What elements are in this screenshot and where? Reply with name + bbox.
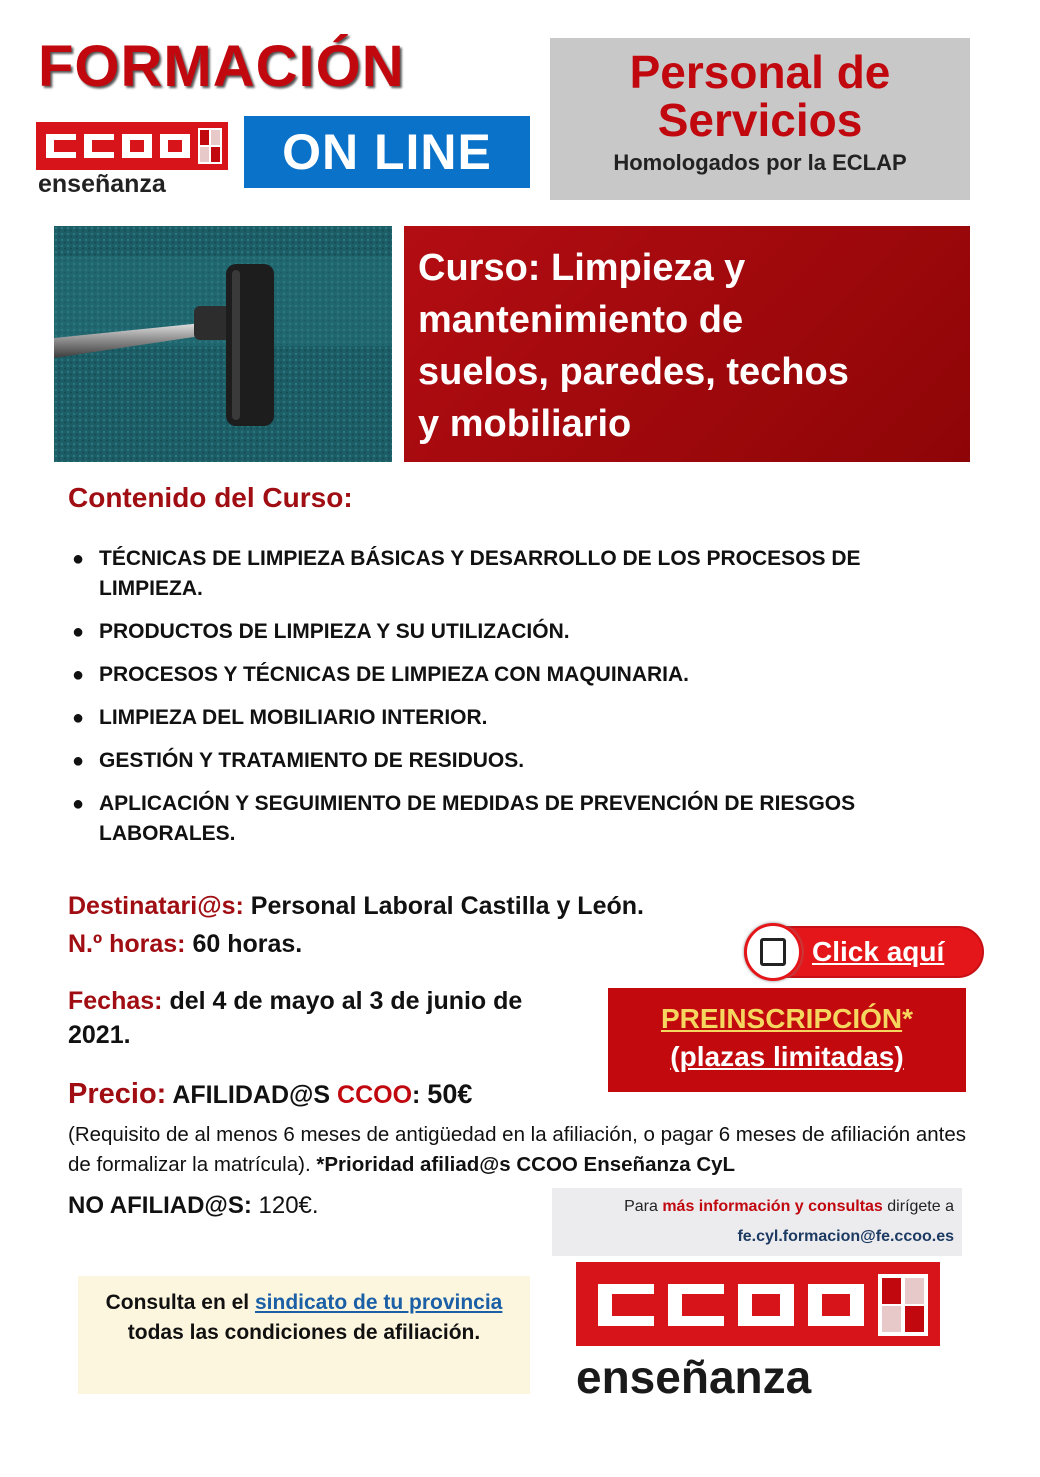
info-highlight: más información y consultas (662, 1198, 883, 1215)
no-afiliados-amount: 120€. (258, 1192, 319, 1219)
personal-title (550, 48, 970, 144)
fechas-value: del 4 de mayo al 3 de junio de 2021. (68, 987, 523, 1049)
destinatarios-value: Personal Laboral Castilla y León. (250, 892, 644, 920)
fechas-label: Fechas: (68, 987, 163, 1015)
ccoo-logo-small (36, 122, 228, 170)
no-afiliados-label: NO AFILIAD@S: (68, 1192, 252, 1219)
prioridad-text: *Prioridad afiliad@s CCOO Enseñanza CyL (316, 1153, 736, 1176)
personal-servicios-box (550, 38, 970, 200)
info-email-link[interactable]: fe.cyl.formacion@fe.ccoo.es (737, 1228, 954, 1245)
course-title-box (404, 226, 970, 462)
ccoo-logo-large (576, 1262, 940, 1346)
list-item: ● APLICACIÓN Y SEGUIMIENTO DE MEDIDAS DE PREVENCIÓN DE RIESGOS LABORALES. (72, 789, 932, 849)
fechas-line (68, 984, 578, 1052)
list-item: ● GESTIÓN Y TRATAMIENTO DE RESIDUOS. (72, 746, 932, 776)
bullet-icon: ● (72, 793, 85, 815)
list-item: ● PROCESOS Y TÉCNICAS DE LIMPIEZA CON MAQUINARIA. (72, 660, 932, 690)
bullet-icon: ● (72, 750, 85, 772)
bullet-icon: ● (72, 707, 85, 729)
sindicato-provincia-link[interactable]: sindicato de tu provincia (254, 1291, 503, 1314)
click-aqui-label: Click aquí (812, 936, 945, 967)
ensenanza-label-large: enseñanza (576, 1351, 812, 1403)
personal-title-line2: Servicios (657, 94, 863, 146)
course-image (54, 226, 392, 462)
bullet-icon: ● (72, 548, 85, 570)
list-item: ● TÉCNICAS DE LIMPIEZA BÁSICAS Y DESARROLLO DE LOS PROCESOS DE LIMPIEZA. (72, 544, 932, 604)
destinatarios-label: Destinatari@s: (68, 892, 244, 920)
cursor-click-icon (744, 923, 802, 981)
horas-value: 60 horas. (192, 930, 303, 958)
requisito-value: (Requisito de al menos 6 meses de antigüedad en la afiliación, o pagar 6 meses de afiliación antes de formalizar la matrícula). (68, 1123, 966, 1176)
ensenanza-label-small: enseñanza (38, 170, 166, 198)
preinscripcion-box (608, 988, 966, 1092)
requisito-text (68, 1120, 968, 1180)
info-prefix: Para (624, 1198, 658, 1215)
course-title-line2: mantenimiento de (418, 299, 744, 341)
course-title-line4: y mobiliario (418, 403, 632, 445)
precio-colon: : (412, 1081, 421, 1109)
ccoo-word: CCOO (337, 1081, 413, 1109)
bullet-icon: ● (72, 664, 85, 686)
precio-amount: 50€ (427, 1079, 473, 1109)
click-aqui-button[interactable] (744, 926, 984, 978)
vacuum-cleaner-icon (54, 226, 392, 462)
destinatarios-line (68, 892, 644, 921)
bullet-icon: ● (72, 621, 85, 643)
info-box (552, 1188, 962, 1256)
no-afiliados-line (68, 1192, 319, 1220)
contenido-heading: Contenido del Curso: (68, 482, 353, 513)
precio-line (68, 1078, 472, 1111)
course-title-line1: Curso: Limpieza y (418, 247, 746, 289)
horas-label: N.º horas: (68, 930, 186, 958)
personal-title-line1: Personal de (629, 46, 891, 98)
horas-line (68, 930, 302, 959)
precio-label: Precio: (68, 1078, 167, 1110)
personal-subtitle: Homologados por la ECLAP (613, 150, 907, 175)
list-item: ● LIMPIEZA DEL MOBILIARIO INTERIOR. (72, 703, 932, 733)
info-suffix: dirígete a (887, 1198, 954, 1215)
consulta-box (78, 1276, 530, 1394)
list-item: ● PRODUCTOS DE LIMPIEZA Y SU UTILIZACIÓN. (72, 617, 932, 647)
content-list (72, 544, 932, 862)
course-title-line3: suelos, paredes, techos (418, 351, 849, 393)
plazas-limitadas-link[interactable]: (plazas limitadas) (670, 1041, 904, 1072)
formacion-title: FORMACIÓN (38, 34, 405, 99)
consulta-prefix: Consulta en el (105, 1291, 250, 1314)
consulta-suffix: todas las condiciones de afiliación. (127, 1321, 481, 1344)
online-badge: ON LINE (244, 116, 530, 188)
preinscripcion-star: * (902, 1003, 914, 1034)
preinscripcion-link[interactable]: PREINSCRIPCIÓN (660, 1003, 903, 1034)
afiliados-text: AFILIDAD@S (172, 1081, 331, 1109)
